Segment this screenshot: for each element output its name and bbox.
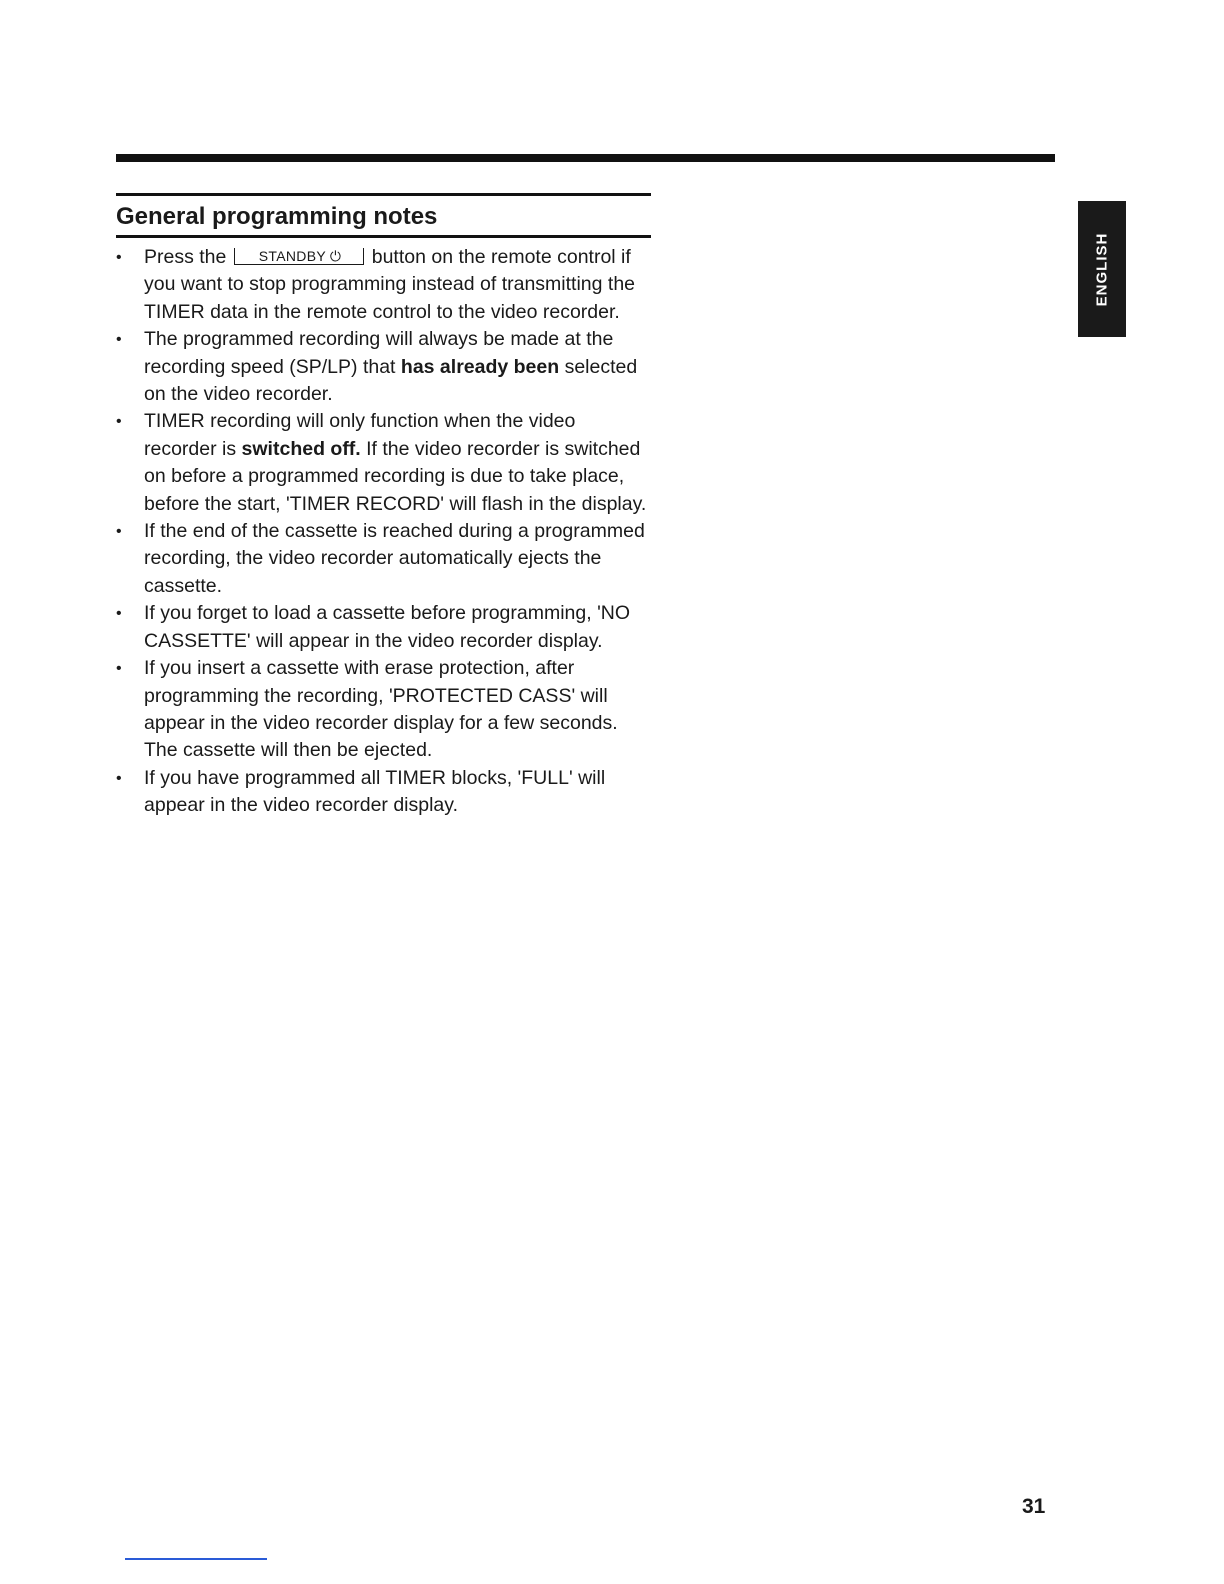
- note-text-before: Press the: [144, 246, 227, 268]
- note-end-of-cassette: [116, 518, 651, 600]
- section-rule-top: [116, 193, 651, 196]
- note-bold-text: has already been: [400, 355, 560, 378]
- note-text-before: TIMER recording will only function when the video recorder is: [144, 410, 576, 460]
- language-tab: [1078, 201, 1126, 337]
- notes-list: [116, 244, 651, 820]
- note-text: If you have programmed all TIMER blocks, 'FULL' will appear in the video recorder display.: [144, 766, 606, 817]
- note-extra-text: The cassette will then be ejected.: [144, 739, 433, 762]
- note-text: If you insert a cassette with erase protection, after programming the recording, 'PROTECTED CASS' will appear in the video recorder display for a few seconds.: [144, 657, 618, 734]
- note-recording-speed: [116, 326, 651, 408]
- general-programming-notes-section: [116, 193, 651, 820]
- section-rule-bottom: [116, 235, 651, 238]
- note-protected-cassette: [116, 655, 651, 765]
- page-number: 31: [1022, 1495, 1046, 1518]
- note-text-after: selected on the video recorder.: [144, 355, 638, 406]
- note-text: If the end of the cassette is reached during a programmed recording, the video recorder automatically ejects the cassette.: [144, 520, 645, 597]
- note-standby-button: [116, 244, 651, 326]
- standby-key-label: STANDBY ⏻: [234, 248, 365, 265]
- section-title: General programming notes: [116, 203, 438, 230]
- note-text: If you forget to load a cassette before programming, 'NO CASSETTE' will appear in the video recorder display.: [144, 602, 631, 652]
- note-text-before: The programmed recording will always be made at the recording speed (SP/LP) that: [144, 328, 614, 378]
- note-text-after: button on the remote control if you want to stop programming instead of transmitting the TIMER data in the remote control to the video recorder.: [144, 246, 636, 323]
- note-timer-full: [116, 765, 651, 820]
- language-tab-label: ENGLISH: [1093, 232, 1111, 306]
- note-timer-switched-off: [116, 408, 651, 518]
- header-rule: [116, 154, 1055, 162]
- note-bold-text: switched off.: [241, 437, 361, 460]
- footer-mark: [125, 1558, 267, 1560]
- note-text-after: If the video recorder is switched on before a programmed recording is due to take place, before the start, 'TIMER RECORD' will flash in the display.: [144, 437, 647, 515]
- note-no-cassette: [116, 600, 651, 655]
